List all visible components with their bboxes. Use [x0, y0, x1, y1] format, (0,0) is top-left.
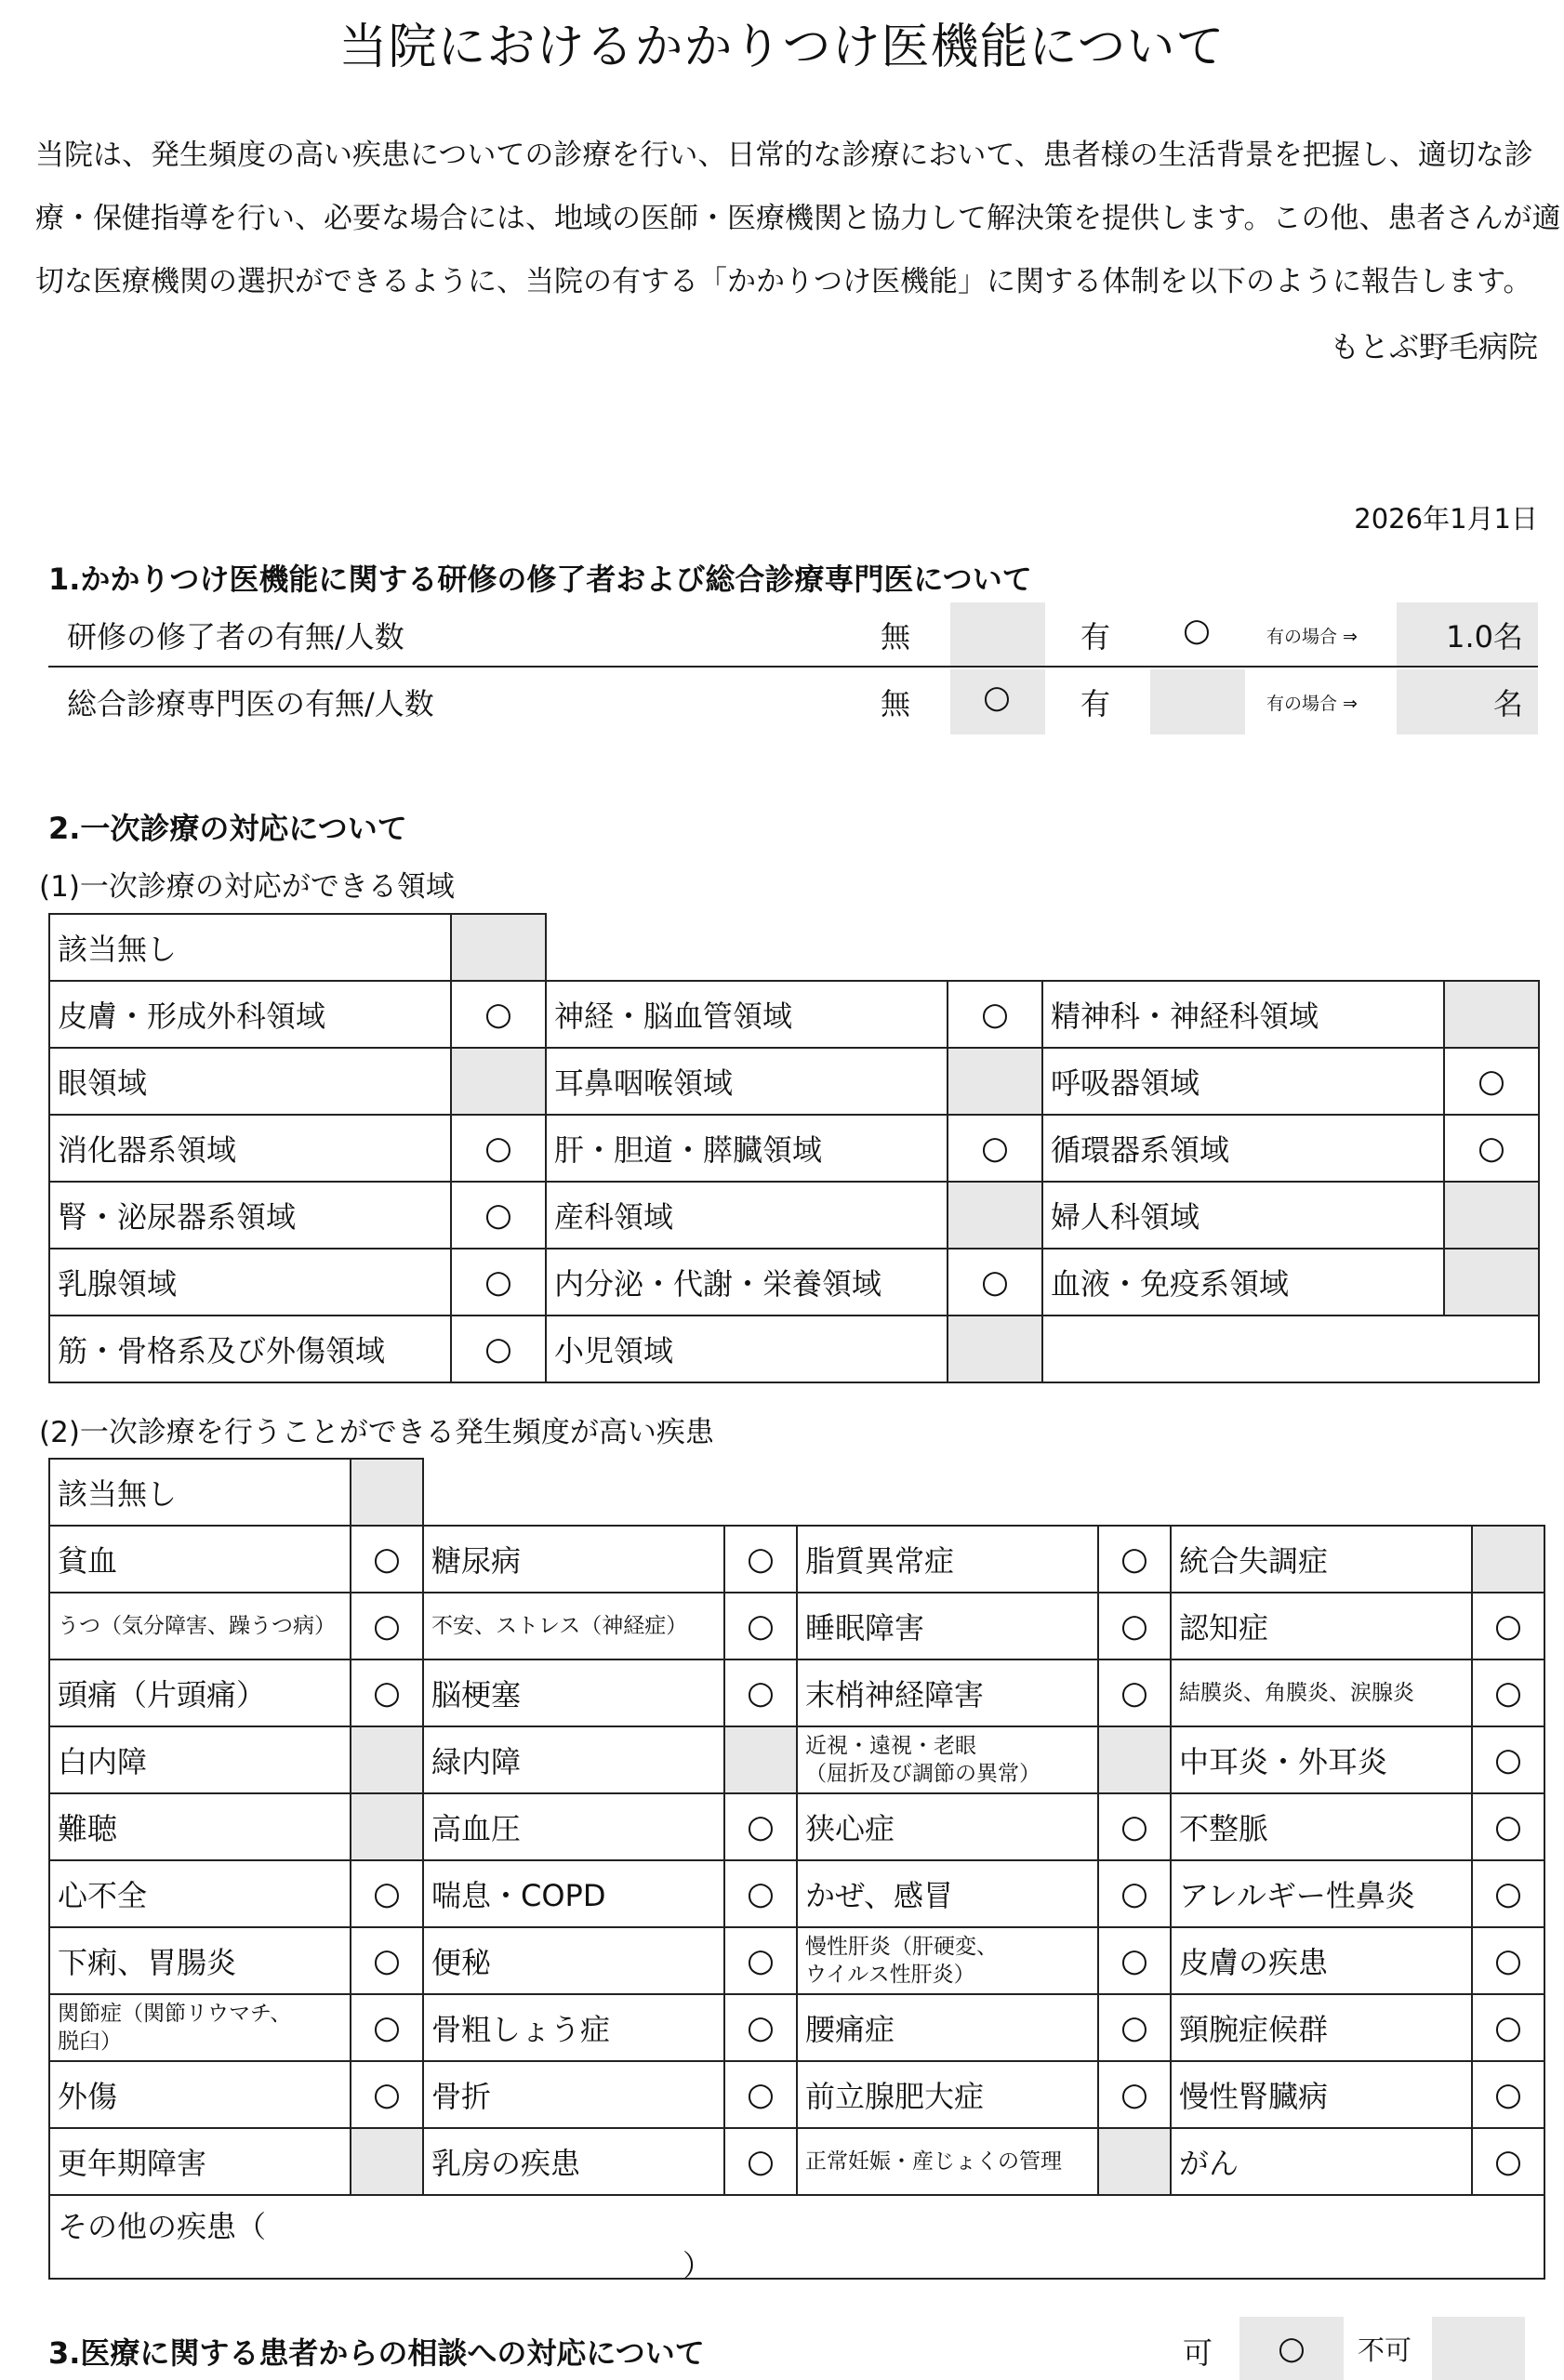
area-cell-label: 消化器系領域 — [58, 1132, 237, 1168]
ok-mark: ○ — [1239, 2317, 1344, 2380]
disease-cell-label: 貧血 — [58, 1543, 118, 1579]
disease-mark — [350, 2127, 424, 2196]
disease-cell-label: がん — [1179, 2146, 1239, 2181]
disease-cell — [48, 1926, 351, 1995]
area-cell-label: 小児領域 — [554, 1333, 674, 1368]
area-mark — [1443, 1181, 1540, 1250]
disease-cell-label: 難聴 — [58, 1811, 118, 1846]
disease-mark: ○ — [723, 1592, 798, 1660]
area-cell-label: 産科領域 — [554, 1199, 674, 1235]
disease-cell-label: 結膜炎、角膜炎、涙腺炎 — [1179, 1681, 1414, 1705]
disease-mark: ○ — [723, 1659, 798, 1727]
disease-mark: ○ — [1471, 1726, 1545, 1794]
disease-cell-label: 末梢神経障害 — [805, 1677, 985, 1712]
disease-cell — [796, 1525, 1099, 1593]
disease-mark: ○ — [723, 1993, 798, 2062]
disease-mark — [1097, 2127, 1172, 2196]
if-yes-note: 有の場合 ⇒ — [1266, 694, 1358, 714]
disease-cell — [48, 1993, 351, 2062]
area-mark — [947, 1047, 1043, 1116]
none-mark-cell — [950, 602, 1045, 668]
section3 — [0, 2317, 1564, 2380]
disease-cell — [422, 1792, 725, 1861]
disease-mark: ○ — [350, 2060, 424, 2129]
area-mark: ○ — [1443, 1047, 1540, 1116]
area-mark: ○ — [450, 1315, 547, 1383]
count-cell — [1397, 602, 1538, 668]
disease-cell-label: 心不全 — [58, 1878, 148, 1913]
area-cell-label: 筋・骨格系及び外傷領域 — [58, 1333, 386, 1368]
disease-mark: ○ — [723, 1926, 798, 1995]
disease-mark — [350, 1726, 424, 1794]
disease-cell — [422, 1726, 725, 1794]
area-cell-label: 精神科・神経科領域 — [1051, 998, 1319, 1034]
other-diseases — [48, 2194, 1545, 2283]
disease-mark — [723, 1726, 798, 1794]
area-cell — [545, 1181, 948, 1250]
hospital-name: もとぶ野毛病院 — [1329, 329, 1538, 364]
disease-cell — [796, 1592, 1099, 1660]
areas-subheading: (1)一次診療の対応ができる領域 — [39, 870, 455, 904]
disease-cell — [1170, 1792, 1473, 1861]
disease-cell — [48, 1592, 351, 1660]
disease-cell — [48, 1792, 351, 1861]
disease-cell-label: うつ（気分障害、躁うつ病） — [58, 1614, 336, 1638]
disease-mark: ○ — [1097, 1993, 1172, 2062]
disease-cell-label: 緑内障 — [431, 1744, 522, 1779]
disease-cell — [796, 1926, 1099, 1995]
section1-row-specialist — [48, 669, 1538, 734]
disease-cell-label: 喘息・COPD — [431, 1878, 606, 1913]
disease-cell-label: 頭痛（片頭痛） — [58, 1677, 267, 1712]
disease-mark: ○ — [1097, 1926, 1172, 1995]
disease-mark: ○ — [723, 2060, 798, 2129]
disease-cell-label: 不安、ストレス（神経症） — [431, 1614, 688, 1638]
disease-cell-label: 認知症 — [1179, 1610, 1269, 1646]
area-cell — [48, 1181, 452, 1250]
disease-cell — [1170, 1592, 1473, 1660]
disease-cell-label: 慢性腎臓病 — [1179, 2079, 1329, 2114]
row-label: 総合診療専門医の有無/人数 — [67, 686, 434, 721]
area-cell-label: 肝・胆道・膵臓領域 — [554, 1132, 823, 1168]
disease-mark: ○ — [1097, 1792, 1172, 1861]
area-mark: ○ — [450, 980, 547, 1049]
disease-cell — [1170, 1525, 1473, 1593]
disease-cell — [1170, 1926, 1473, 1995]
diseases-none-label: 該当無し — [58, 1476, 178, 1512]
section1-row-training — [48, 602, 1538, 668]
area-mark — [947, 1181, 1043, 1250]
count-cell — [1397, 669, 1538, 734]
count-value: 名 — [1492, 686, 1523, 721]
disease-cell — [796, 1993, 1099, 2062]
disease-cell — [422, 2127, 725, 2196]
disease-cell — [422, 1592, 725, 1660]
area-cell — [545, 1114, 948, 1183]
disease-mark — [1471, 1525, 1545, 1593]
yes-mark: ○ — [1183, 612, 1211, 649]
disease-cell — [796, 2060, 1099, 2129]
disease-cell — [1170, 1726, 1473, 1794]
area-cell — [1041, 1181, 1445, 1250]
disease-cell-label: 狭心症 — [805, 1811, 895, 1846]
yes-label: 有 — [1080, 686, 1111, 721]
area-cell — [48, 1114, 452, 1183]
area-mark — [1443, 1248, 1540, 1316]
disease-cell-label: 糖尿病 — [431, 1543, 522, 1579]
disease-cell-label: 統合失調症 — [1179, 1543, 1329, 1579]
report-date: 2026年1月1日 — [1354, 503, 1538, 535]
disease-mark: ○ — [1471, 1659, 1545, 1727]
intro-paragraph — [35, 124, 1561, 313]
disease-cell — [796, 1726, 1099, 1794]
disease-mark: ○ — [1097, 1859, 1172, 1928]
area-cell-label: 皮膚・形成外科領域 — [58, 998, 326, 1034]
disease-cell — [796, 2127, 1099, 2196]
other-diseases-label: その他の疾患（ — [58, 2209, 267, 2244]
area-cell — [48, 1315, 452, 1383]
disease-mark: ○ — [350, 1859, 424, 1928]
disease-mark: ○ — [350, 1525, 424, 1593]
area-mark: ○ — [450, 1181, 547, 1250]
disease-mark: ○ — [1097, 1592, 1172, 1660]
disease-mark: ○ — [350, 1993, 424, 2062]
disease-cell — [1170, 2127, 1473, 2196]
disease-mark — [350, 1792, 424, 1861]
section2-heading: 2.一次診療の対応について — [48, 811, 407, 846]
disease-cell-label: 骨粗しょう症 — [431, 2012, 611, 2047]
areas-none-label: 該当無し — [58, 932, 178, 967]
disease-cell — [796, 1792, 1099, 1861]
disease-cell — [422, 1525, 725, 1593]
disease-cell-label: 頸腕症候群 — [1179, 2012, 1329, 2047]
disease-cell-label: 乳房の疾患 — [431, 2146, 581, 2181]
disease-mark: ○ — [1471, 2060, 1545, 2129]
disease-cell-label: 下痢、胃腸炎 — [58, 1945, 237, 1980]
disease-cell-label: 白内障 — [58, 1744, 148, 1779]
disease-mark: ○ — [350, 1659, 424, 1727]
disease-cell-label: 高血圧 — [431, 1811, 522, 1846]
disease-mark: ○ — [1097, 2060, 1172, 2129]
ng-label: 不可 — [1358, 2334, 1412, 2366]
disease-mark: ○ — [1471, 1859, 1545, 1928]
disease-mark: ○ — [1471, 1926, 1545, 1995]
intro-line-1: 当院は、発生頻度の高い疾患についての診療を行い、日常的な診療において、患者様の生活背景を把握し、適切な診 — [35, 139, 1533, 172]
disease-cell — [796, 1659, 1099, 1727]
section3-heading: 3.医療に関する患者からの相談への対応について — [48, 2335, 705, 2371]
area-cell-label: 婦人科領域 — [1051, 1199, 1200, 1235]
count-value: 1.0名 — [1446, 619, 1523, 654]
area-cell — [1041, 980, 1445, 1049]
disease-cell-label: 脂質異常症 — [805, 1543, 955, 1579]
disease-cell — [48, 1525, 351, 1593]
area-cell-label: 乳腺領域 — [58, 1266, 178, 1302]
disease-cell-label: 更年期障害 — [58, 2146, 207, 2181]
area-cell — [1041, 1114, 1445, 1183]
disease-cell-label: 関節症（関節リウマチ、 脱臼） — [58, 2002, 292, 2054]
area-cell-label: 循環器系領域 — [1051, 1132, 1230, 1168]
disease-cell — [1170, 1993, 1473, 2062]
disease-cell — [48, 1859, 351, 1928]
area-cell-label: 眼領域 — [58, 1065, 148, 1101]
disease-mark: ○ — [1471, 2127, 1545, 2196]
disease-mark: ○ — [1097, 1659, 1172, 1727]
area-mark: ○ — [947, 980, 1043, 1049]
disease-cell — [422, 1859, 725, 1928]
other-close-paren: ） — [683, 2248, 713, 2283]
ng-mark — [1432, 2317, 1525, 2380]
disease-cell — [422, 2060, 725, 2129]
disease-cell-label: 慢性肝炎（肝硬変、 ウイルス性肝炎） — [805, 1935, 998, 1987]
area-mark: ○ — [1443, 1114, 1540, 1183]
none-label: 無 — [881, 619, 911, 654]
disease-cell — [1170, 1859, 1473, 1928]
area-mark: ○ — [450, 1114, 547, 1183]
area-mark: ○ — [947, 1114, 1043, 1183]
area-cell — [545, 1047, 948, 1116]
area-mark: ○ — [450, 1248, 547, 1316]
areas-none-mark — [450, 913, 547, 982]
disease-cell-label: 骨折 — [431, 2079, 492, 2114]
disease-mark — [1097, 1726, 1172, 1794]
area-cell — [545, 1248, 948, 1316]
disease-mark: ○ — [350, 1592, 424, 1660]
disease-cell — [48, 1659, 351, 1727]
area-mark — [1443, 980, 1540, 1049]
area-cell-label: 内分泌・代謝・栄養領域 — [554, 1266, 882, 1302]
intro-line-3: 切な医療機関の選択ができるように、当院の有する「かかりつけ医機能」に関する体制を以下のように報告します。 — [35, 265, 1532, 298]
area-cell-label: 血液・免疫系領域 — [1051, 1266, 1290, 1302]
row-divider — [48, 666, 1538, 668]
disease-mark: ○ — [1471, 1592, 1545, 1660]
area-cell-label: 腎・泌尿器系領域 — [58, 1199, 297, 1235]
disease-cell — [422, 1926, 725, 1995]
row-label: 研修の修了者の有無/人数 — [67, 619, 404, 654]
yes-label: 有 — [1080, 619, 1111, 654]
disease-cell — [422, 1993, 725, 2062]
disease-mark: ○ — [350, 1926, 424, 1995]
area-mark — [450, 1047, 547, 1116]
disease-cell — [1170, 1659, 1473, 1727]
section1-heading: 1.かかりつけ医機能に関する研修の修了者および総合診療専門医について — [48, 562, 1032, 597]
page-title: 当院におけるかかりつけ医機能について — [338, 20, 1226, 75]
disease-cell-label: 近視・遠視・老眼 （屈折及び調節の異常） — [805, 1734, 1040, 1786]
area-cell-label: 神経・脳血管領域 — [554, 998, 793, 1034]
diseases-subheading: (2)一次診療を行うことができる発生頻度が高い疾患 — [39, 1416, 714, 1449]
none-label: 無 — [881, 686, 911, 721]
disease-cell-label: かぜ、感冒 — [805, 1878, 954, 1913]
disease-cell-label: 不整脈 — [1179, 1811, 1269, 1846]
disease-cell-label: 便秘 — [431, 1945, 492, 1980]
disease-mark: ○ — [723, 1859, 798, 1928]
disease-cell-label: 中耳炎・外耳炎 — [1179, 1744, 1388, 1779]
disease-cell — [422, 1659, 725, 1727]
intro-line-2: 療・保健指導を行い、必要な場合には、地域の医師・医療機関と協力して解決策を提供します。この他、患者さんが適 — [35, 202, 1561, 235]
areas-none — [48, 913, 452, 982]
area-cell — [1041, 1047, 1445, 1116]
area-cell-label: 耳鼻咽喉領域 — [554, 1065, 734, 1101]
area-cell-label: 呼吸器領域 — [1051, 1065, 1200, 1101]
disease-mark: ○ — [723, 2127, 798, 2196]
disease-cell-label: 睡眠障害 — [805, 1610, 925, 1646]
disease-mark: ○ — [1471, 1993, 1545, 2062]
area-cell — [545, 980, 948, 1049]
disease-cell — [796, 1859, 1099, 1928]
disease-cell-label: 腰痛症 — [805, 2012, 895, 2047]
disease-cell-label: 脳梗塞 — [431, 1677, 522, 1712]
disease-mark: ○ — [723, 1525, 798, 1593]
area-cell — [48, 980, 452, 1049]
area-cell — [545, 1315, 948, 1383]
disease-cell-label: アレルギー性鼻炎 — [1179, 1878, 1415, 1913]
disease-cell-label: 正常妊娠・産じょくの管理 — [805, 2149, 1062, 2174]
area-cell — [48, 1248, 452, 1316]
disease-cell — [48, 1726, 351, 1794]
if-yes-note: 有の場合 ⇒ — [1266, 627, 1358, 647]
area-cell — [1041, 1248, 1445, 1316]
diseases-none-mark — [350, 1458, 424, 1527]
yes-mark-cell — [1150, 669, 1245, 734]
area-empty — [1041, 1315, 1540, 1383]
yes-mark-cell — [1150, 602, 1245, 668]
area-cell — [48, 1047, 452, 1116]
disease-mark: ○ — [1471, 1792, 1545, 1861]
area-mark — [947, 1315, 1043, 1383]
disease-cell-label: 外傷 — [58, 2079, 118, 2114]
disease-mark: ○ — [723, 1792, 798, 1861]
disease-cell-label: 皮膚の疾患 — [1179, 1945, 1329, 1980]
none-mark-cell — [950, 669, 1045, 734]
disease-mark: ○ — [1097, 1525, 1172, 1593]
area-mark: ○ — [947, 1248, 1043, 1316]
ok-label: 可 — [1183, 2335, 1213, 2371]
disease-cell — [48, 2060, 351, 2129]
disease-cell-label: 前立腺肥大症 — [805, 2079, 985, 2114]
disease-cell — [48, 2127, 351, 2196]
none-mark: ○ — [983, 679, 1011, 716]
diseases-none — [48, 1458, 351, 1527]
disease-cell — [1170, 2060, 1473, 2129]
